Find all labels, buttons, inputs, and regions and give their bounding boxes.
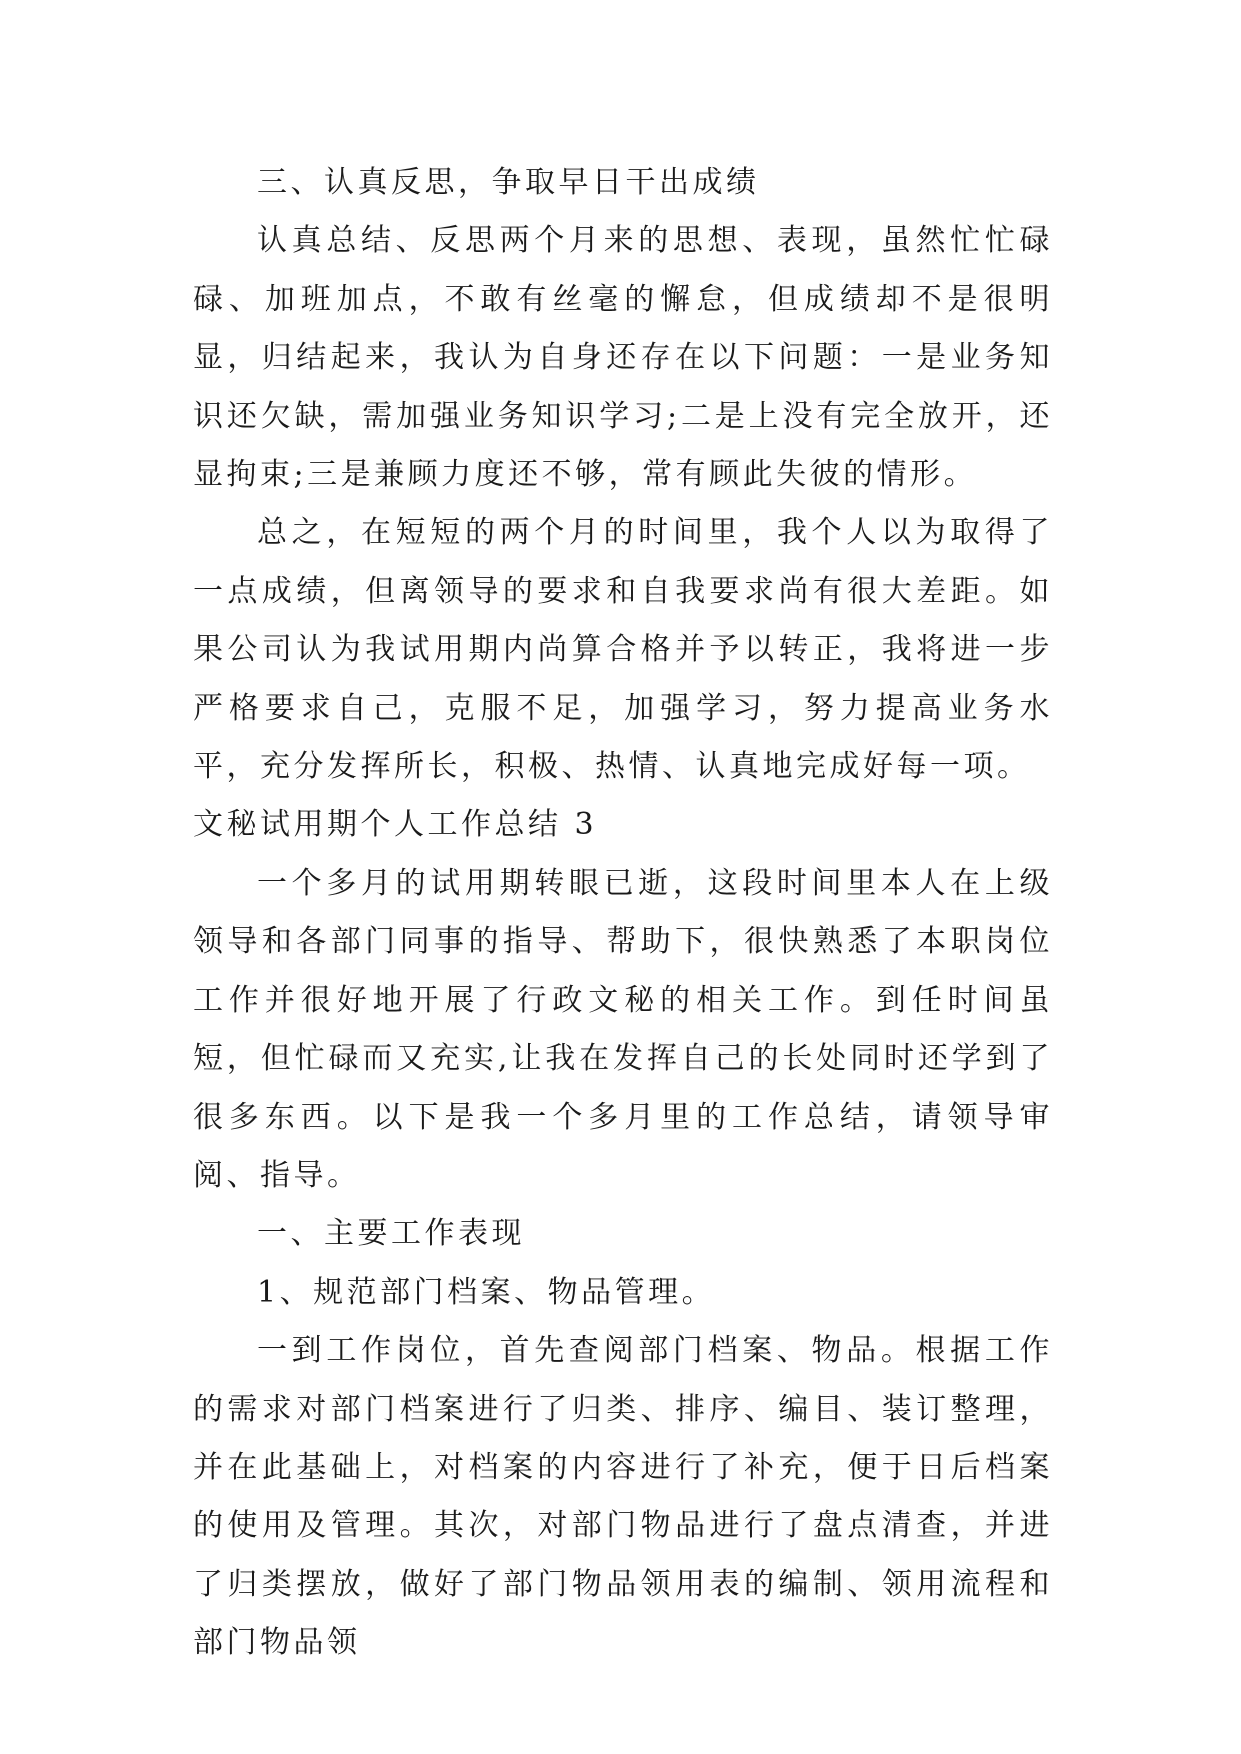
subsection-one-heading: 1、规范部门档案、物品管理。 [257, 1274, 716, 1310]
paragraph-archives: 一到工作岗位，首先查阅部门档案、物品。根据工作的需求对部门档案进行了归类、排序、编目、装订整理，并在此基础上，对档案的内容进行了补充，便于日后档案的使用及管理。其次，对部门物品进行了盘点清查，并进了归类摆放，做好了部门物品领用表的编制、领用流程和部门物品领 [193, 1333, 1053, 1661]
paragraph-conclusion: 总之，在短短的两个月的时间里，我个人以为取得了一点成绩，但离领导的要求和自我要求尚有很大差距。如果公司认为我试用期内尚算合格并予以转正，我将进一步严格要求自己，克服不足，加强学习，努力提高业务水平，充分发挥所长，积极、热情、认真地完成好每一项。 [193, 515, 1053, 785]
paragraph-reflection: 认真总结、反思两个月来的思想、表现，虽然忙忙碌碌、加班加点，不敢有丝毫的懈怠，但成绩却不是很明显，归结起来，我认为自身还存在以下问题：一是业务知识还欠缺，需加强业务知识学习;二是上没有完全放开，还显拘束;三是兼顾力度还不够，常有顾此失彼的情形。 [193, 223, 1053, 493]
section-one-heading: 一、主要工作表现 [257, 1216, 525, 1252]
paragraph-intro: 一个多月的试用期转眼已逝，这段时间里本人在上级领导和各部门同事的指导、帮助下，很快熟悉了本职岗位工作并很好地开展了行政文秘的相关工作。到任时间虽短，但忙碌而又充实,让我在发挥自己的长处同时还学到了很多东西。以下是我一个多月里的工作总结，请领导审阅、指导。 [193, 865, 1053, 1193]
article-title: 文秘试用期个人工作总结 3 [193, 807, 598, 843]
section-three-heading: 三、认真反思，争取早日干出成绩 [257, 165, 760, 200]
document-body [193, 154, 1053, 1673]
